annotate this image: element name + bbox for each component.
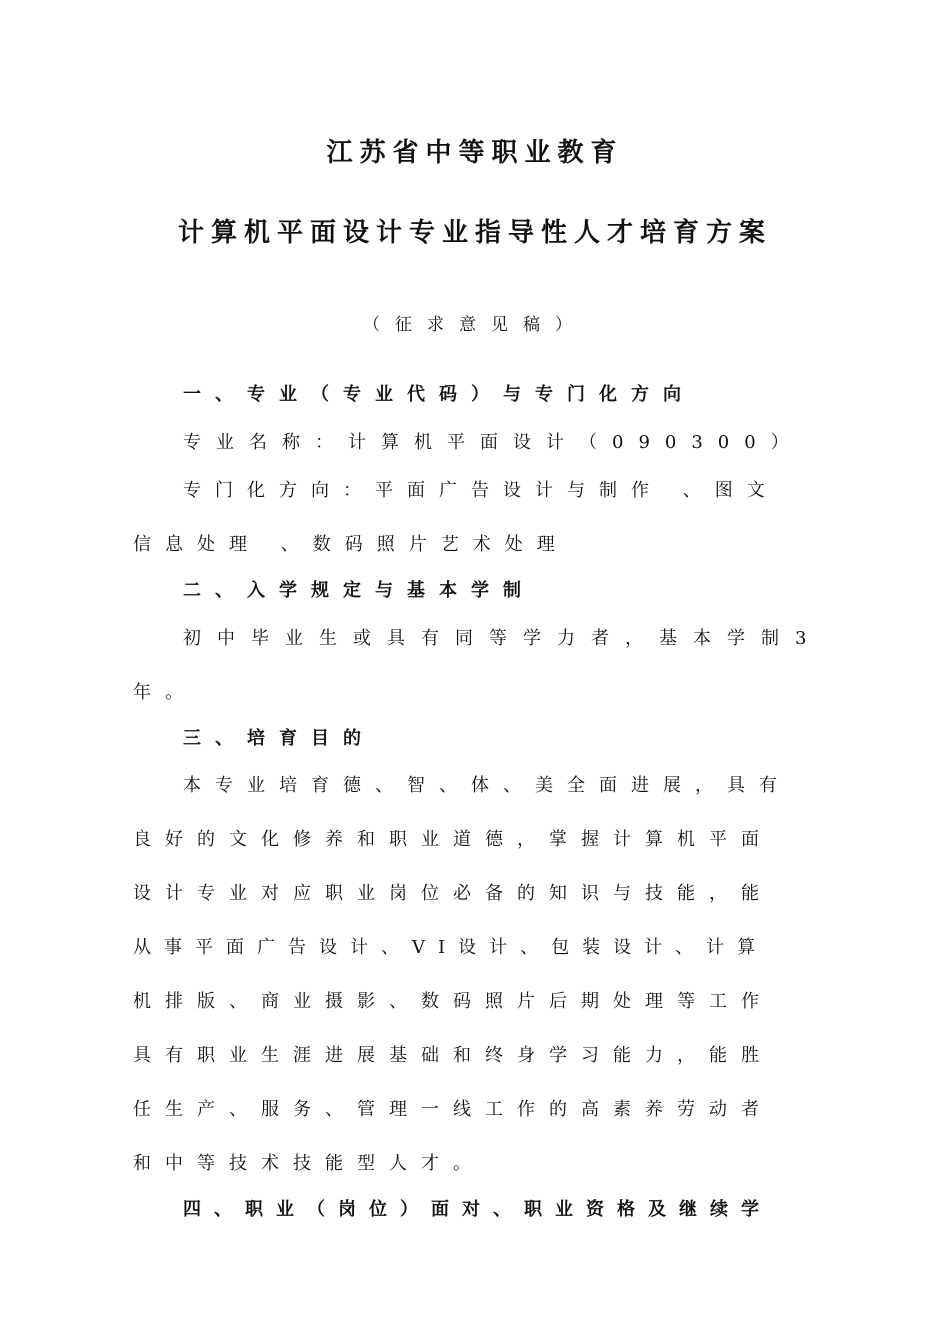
specialization-line-2: 信息处理 、数码照片艺术处理 xyxy=(133,534,569,555)
section-heading-4: 四、职业（岗位）面对、职业资格及继续学 xyxy=(183,1199,772,1220)
goal-line-4: 从事平面广告设计、VI设计、包装设计、计算 xyxy=(133,937,769,958)
section-heading-1: 一、专业（专业代码）与专门化方向 xyxy=(183,384,695,405)
goal-line-2: 良好的文化修养和职业道德，掌握计算机平面 xyxy=(133,829,773,850)
major-name: 专业名称：计算机平面设计（090300） xyxy=(183,432,804,453)
section-heading-2: 二、入学规定与基本学制 xyxy=(183,580,535,601)
document-subtitle-title: 计算机平面设计专业指导性人才培育方案 xyxy=(177,218,772,248)
goal-line-8: 和中等技术技能型人才。 xyxy=(133,1153,485,1174)
enrollment-line-1: 初中毕业生或具有同等学力者，基本学制3 xyxy=(183,628,823,649)
goal-line-7: 任生产、服务、管理一线工作的高素养劳动者 xyxy=(133,1099,773,1120)
enrollment-line-2: 年。 xyxy=(133,682,197,703)
goal-line-6: 具有职业生涯进展基础和终身学习能力，能胜 xyxy=(133,1045,773,1066)
draft-note: （征求意见稿） xyxy=(363,315,587,335)
section-heading-3: 三、培育目的 xyxy=(183,728,375,749)
goal-line-1: 本专业培育德、智、体、美全面进展，具有 xyxy=(183,775,791,796)
goal-line-3: 设计专业对应职业岗位必备的知识与技能，能 xyxy=(133,883,773,904)
goal-line-5: 机排版、商业摄影、数码照片后期处理等工作 xyxy=(133,991,773,1012)
specialization-line-1 xyxy=(183,476,805,502)
document-title: 江苏省中等职业教育 xyxy=(326,138,624,168)
specialization-text-1: 专门化方向：平面广告设计与制作 、图文 xyxy=(183,480,779,501)
